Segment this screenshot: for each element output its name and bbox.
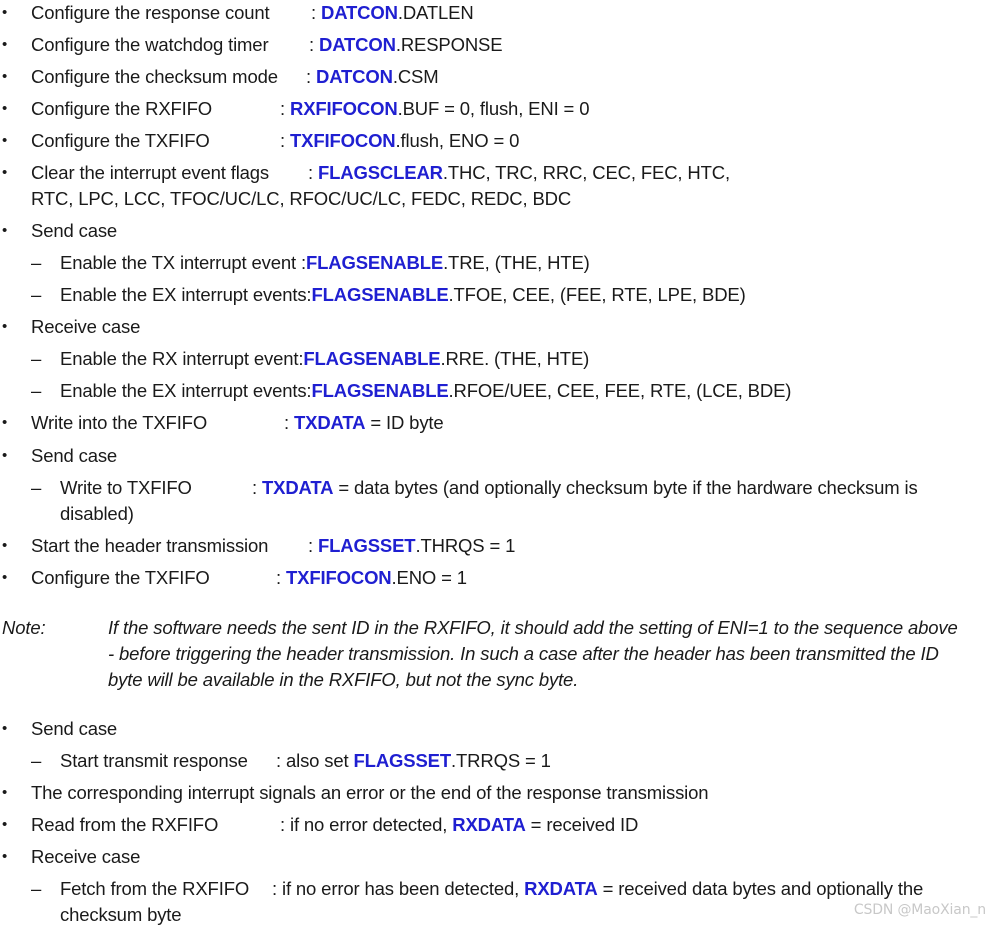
item-value: [306, 250, 590, 276]
dash-marker: –: [31, 477, 42, 498]
bullet-marker: •: [2, 164, 8, 181]
item-label: Configure the TXFIFO: [31, 567, 210, 588]
register-fields: .ENO = 1: [391, 567, 467, 588]
item-label: Start the header transmission: [31, 535, 269, 556]
register-name: RXDATA: [452, 814, 526, 835]
register-fields: .THRQS = 1: [415, 535, 516, 556]
dash-marker: –: [31, 284, 42, 305]
bullet-marker: •: [2, 68, 8, 85]
register-fields: .RFOE/UEE, CEE, FEE, RTE, (LCE, BDE): [448, 380, 792, 401]
register-fields: .DATLEN: [397, 2, 474, 23]
bullet-marker: •: [2, 318, 8, 335]
item-value: [280, 96, 589, 122]
register-name: RXFIFOCON: [289, 98, 398, 119]
item-label: Enable the TX interrupt event :: [60, 252, 306, 273]
item-value: [276, 748, 551, 774]
register-name: FLAGSENABLE: [303, 348, 441, 369]
dash-marker: –: [31, 878, 42, 899]
register-name: TXFIFOCON: [289, 130, 396, 151]
bullet-marker: •: [2, 100, 8, 117]
bullet-marker: •: [2, 4, 8, 21]
item-value: [272, 876, 923, 902]
note-label: Note:: [2, 617, 46, 638]
item-value: [306, 64, 439, 90]
item-label: Clear the interrupt event flags: [31, 162, 270, 183]
register-fields: = received ID: [525, 814, 639, 835]
item-label: Configure the response count: [31, 2, 270, 23]
register-fields: .BUF = 0, flush, ENI = 0: [397, 98, 590, 119]
separator: :: [284, 412, 294, 433]
bullet-marker: •: [2, 569, 8, 586]
item-label: Receive case: [31, 316, 141, 337]
item-label: Configure the TXFIFO: [31, 130, 210, 151]
note-text: If the software needs the sent ID in the RXFIFO, it should add the setting of ENI=1 to the sequence above - before triggering the header transmission. In such a case after the header has been transmitted the ID byte will be available in the RXFIFO, but not the sync byte.: [108, 617, 958, 690]
register-name: TXDATA: [261, 477, 334, 498]
item-label: Fetch from the RXFIFO: [60, 878, 250, 899]
register-name: DATCON: [320, 2, 398, 23]
item-label: Configure the RXFIFO: [31, 98, 213, 119]
item-label: The corresponding interrupt signals an error or the end of the response transmission: [31, 782, 709, 803]
item-value: [309, 32, 502, 58]
item-label: Configure the checksum mode: [31, 66, 278, 87]
separator: : also set: [276, 750, 354, 771]
item-label: Send case: [31, 220, 118, 241]
item-label: Write to TXFIFO: [60, 477, 192, 498]
item-value: [311, 378, 791, 404]
separator: : if no error detected,: [280, 814, 453, 835]
register-name: FLAGSENABLE: [305, 252, 444, 273]
register-name: DATCON: [315, 66, 393, 87]
item-label: Send case: [31, 718, 118, 739]
item-label: Read from the RXFIFO: [31, 814, 219, 835]
separator: :: [252, 477, 262, 498]
separator: :: [306, 66, 316, 87]
register-fields: .TFOE, CEE, (FEE, RTE, LPE, BDE): [448, 284, 746, 305]
item-label: Enable the EX interrupt events:: [60, 284, 312, 305]
item-value: [311, 0, 474, 26]
item-label: Start transmit response: [60, 750, 248, 771]
register-name: FLAGSSET: [353, 750, 452, 771]
register-name: FLAGSSET: [317, 535, 416, 556]
dash-marker: –: [31, 252, 42, 273]
bullet-marker: •: [2, 848, 8, 865]
bullet-marker: •: [2, 414, 8, 431]
separator: :: [309, 34, 319, 55]
register-fields: .RESPONSE: [395, 34, 503, 55]
dash-marker: –: [31, 750, 42, 771]
item-value: [303, 346, 589, 372]
item-label: Configure the watchdog timer: [31, 34, 269, 55]
item-value: [280, 812, 638, 838]
separator: :: [308, 535, 318, 556]
register-name: FLAGSCLEAR: [317, 162, 443, 183]
item-value: [284, 410, 444, 436]
item-value: [280, 128, 519, 154]
item-value: [276, 565, 467, 591]
dash-marker: –: [31, 380, 42, 401]
item-continuation: disabled): [60, 503, 134, 524]
separator: :: [280, 98, 290, 119]
dash-marker: –: [31, 348, 42, 369]
item-value: [308, 160, 730, 186]
item-label: Receive case: [31, 846, 141, 867]
separator: :: [280, 130, 290, 151]
item-value: [308, 533, 515, 559]
item-continuation: checksum byte: [60, 904, 182, 925]
bullet-marker: •: [2, 222, 8, 239]
register-name: DATCON: [318, 34, 396, 55]
register-fields: .flush, ENO = 0: [395, 130, 520, 151]
register-name: TXDATA: [293, 412, 366, 433]
bullet-marker: •: [2, 36, 8, 53]
watermark: CSDN @MaoXian_n: [853, 902, 986, 918]
item-label: Write into the TXFIFO: [31, 412, 208, 433]
bullet-marker: •: [2, 784, 8, 801]
register-fields: .TRE, (THE, HTE): [443, 252, 590, 273]
register-name: FLAGSENABLE: [311, 284, 449, 305]
register-fields: .CSM: [392, 66, 439, 87]
item-label: Send case: [31, 445, 118, 466]
item-label: Enable the RX interrupt event:: [60, 348, 304, 369]
register-fields: = received data bytes and optionally the: [597, 878, 924, 899]
register-name: FLAGSENABLE: [311, 380, 449, 401]
register-fields: .THC, TRC, RRC, CEC, FEC, HTC,: [442, 162, 730, 183]
separator: :: [308, 162, 318, 183]
separator: : if no error has been detected,: [272, 878, 525, 899]
separator: :: [276, 567, 286, 588]
item-continuation: RTC, LPC, LCC, TFOC/UC/LC, RFOC/UC/LC, FEDC, REDC, BDC: [31, 188, 572, 209]
separator: :: [311, 2, 321, 23]
register-name: RXDATA: [524, 878, 598, 899]
register-fields: = ID byte: [365, 412, 444, 433]
register-fields: = data bytes (and optionally checksum byte if the hardware checksum is: [333, 477, 918, 498]
item-label: Enable the EX interrupt events:: [60, 380, 312, 401]
item-value: [311, 282, 745, 308]
register-fields: .RRE. (THE, HTE): [440, 348, 590, 369]
bullet-marker: •: [2, 816, 8, 833]
item-value: [252, 475, 918, 501]
register-fields: .TRRQS = 1: [451, 750, 551, 771]
bullet-marker: •: [2, 720, 8, 737]
bullet-marker: •: [2, 132, 8, 149]
bullet-marker: •: [2, 537, 8, 554]
bullet-marker: •: [2, 447, 8, 464]
register-name: TXFIFOCON: [285, 567, 392, 588]
